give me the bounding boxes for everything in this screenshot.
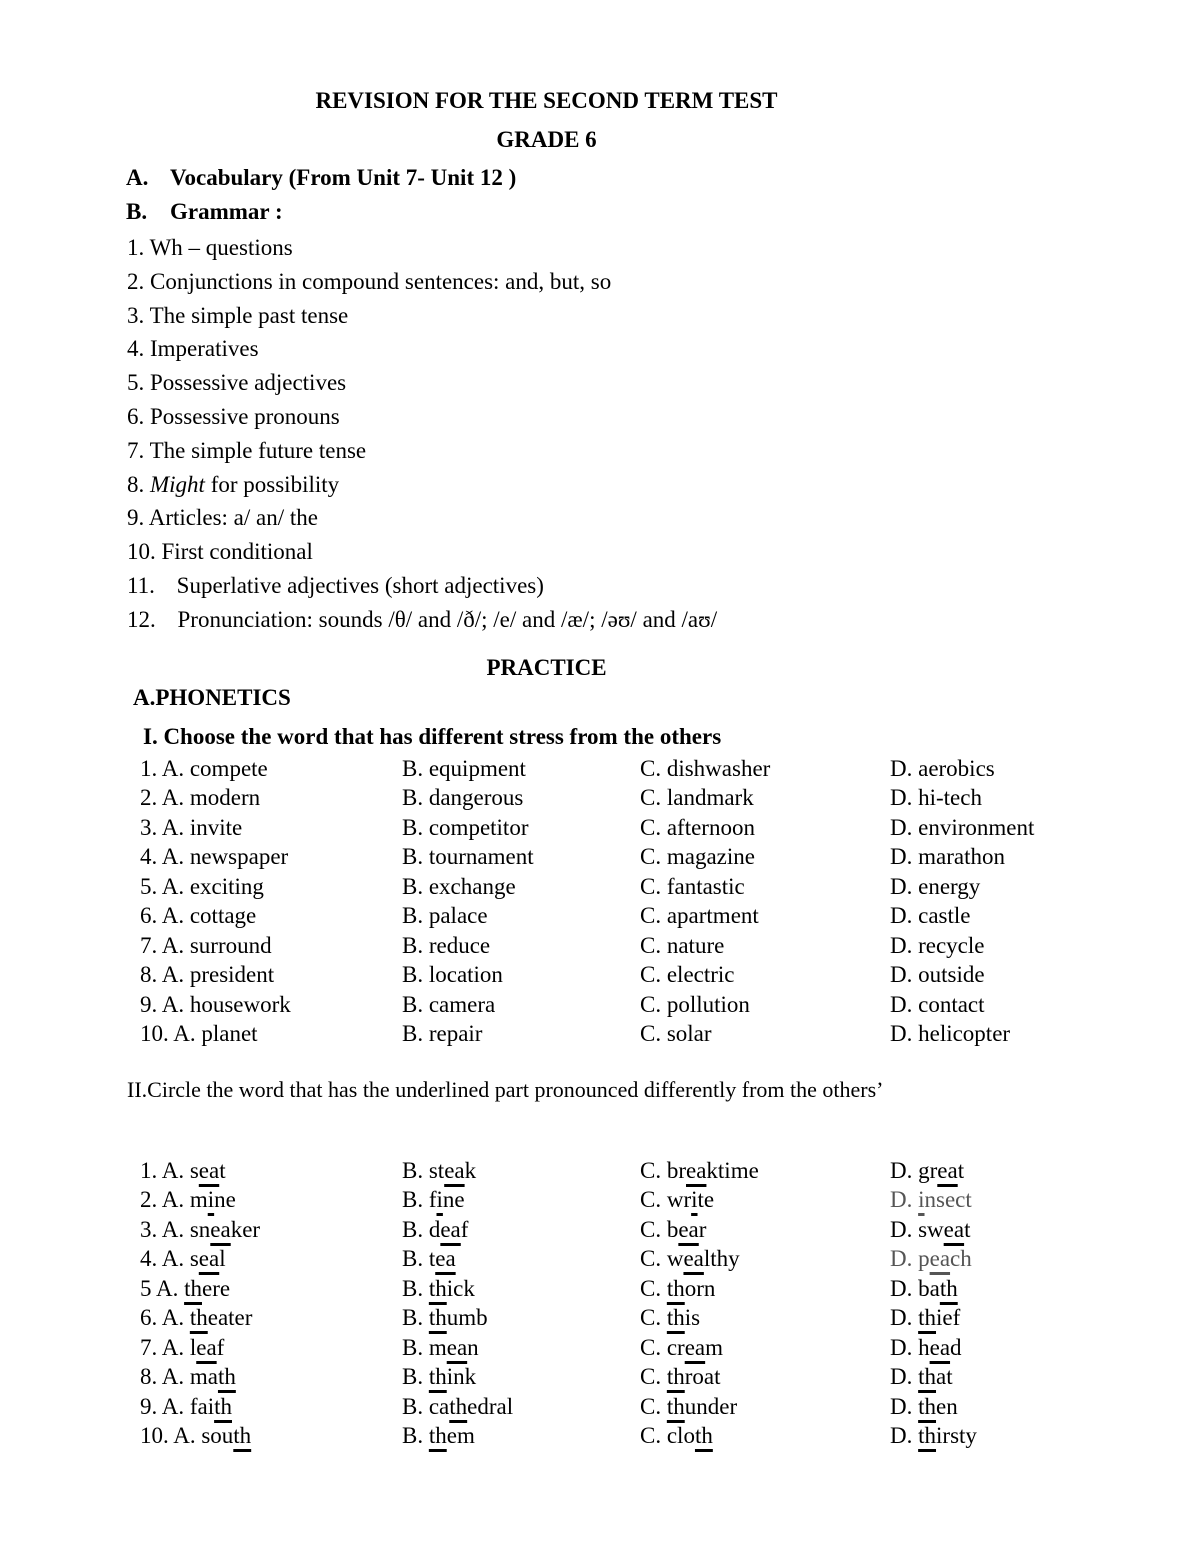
table-row [140, 1156, 1110, 1186]
underlined-part: th [428, 1364, 447, 1390]
answer-option: D. outside [890, 962, 985, 988]
option-text-suffix: ne [214, 1187, 236, 1213]
grammar-item-number: 12. [127, 606, 156, 632]
grammar-item-text: Pronunciation: sounds /θ/ and /ð/; /e/ and /æ/; /əʊ/ and /aʊ/ [177, 606, 718, 632]
option-text-prefix: 10. A. sou [140, 1423, 234, 1449]
grammar-item-number: 4. [127, 336, 145, 362]
answer-option [640, 1363, 890, 1393]
section-a-text: Vocabulary (From Unit 7- Unit 12 ) [170, 165, 517, 190]
option-text-prefix: D. [890, 1393, 919, 1419]
grammar-item-text: Wh – questions [149, 235, 293, 260]
option-text-suffix: under [684, 1393, 738, 1419]
option-text-prefix: D. [890, 1187, 919, 1213]
answer-option [402, 1156, 640, 1186]
option-text-prefix: B. [402, 1275, 429, 1301]
answer-option: B. equipment [402, 755, 526, 781]
option-text-suffix: irsty [936, 1423, 977, 1449]
option-text-prefix: B. d [402, 1216, 441, 1242]
answer-option [140, 1156, 402, 1186]
option-text-prefix: 9. A. fai [140, 1393, 215, 1419]
option-text-suffix: d [950, 1334, 962, 1360]
grammar-list [127, 231, 717, 637]
answer-option [640, 1333, 890, 1363]
option-text-prefix: D. [890, 1364, 919, 1390]
answer-option: C. solar [640, 1021, 712, 1047]
answer-option [640, 1274, 890, 1304]
answer-option [402, 1245, 640, 1275]
grammar-item-text: for possibility [204, 471, 340, 497]
underlined-part: ea [198, 1157, 220, 1183]
table-row [140, 1186, 1110, 1216]
option-text-suffix: roat [684, 1364, 721, 1390]
grammar-item-number: 6. [127, 403, 145, 429]
option-text-suffix: is [684, 1305, 701, 1331]
answer-option: D. contact [890, 991, 985, 1017]
option-text-suffix: en [936, 1393, 958, 1419]
answer-option [402, 1274, 640, 1304]
answer-option: 1. A. compete [140, 755, 268, 781]
option-text-suffix: t [219, 1157, 226, 1183]
grammar-item-number: 5. [127, 370, 145, 396]
grammar-item [127, 569, 717, 603]
option-text-suffix: orn [684, 1275, 716, 1301]
answer-option [402, 1333, 640, 1363]
answer-option: B. reduce [402, 932, 491, 958]
underlined-part: th [428, 1305, 447, 1331]
underlined-part: th [189, 1305, 208, 1331]
section-a-label: A. [126, 165, 149, 190]
option-text-prefix: 7. A. l [140, 1334, 197, 1360]
option-text-suffix: ere [201, 1275, 231, 1301]
answer-option [140, 1215, 402, 1245]
option-text-suffix: f [216, 1334, 225, 1360]
option-text-prefix: C. wr [640, 1187, 692, 1213]
answer-option [640, 1422, 890, 1452]
grammar-item-text: Possessive pronouns [150, 403, 340, 429]
option-text-suffix: t [964, 1216, 971, 1242]
option-text-prefix: B. m [402, 1334, 447, 1360]
answer-option: B. competitor [402, 814, 529, 840]
answer-option [890, 1304, 1110, 1334]
option-text-prefix: B. [402, 1305, 429, 1331]
answer-option: D. environment [890, 814, 1035, 840]
grammar-item-text: Superlative adjectives (short adjectives) [176, 572, 544, 598]
answer-option [402, 1304, 640, 1334]
option-text-prefix: B. [402, 1364, 429, 1390]
option-text-prefix: B. [402, 1423, 429, 1449]
answer-option [140, 1245, 402, 1275]
answer-option [402, 1215, 640, 1245]
option-text-prefix: 3. A. sn [140, 1216, 211, 1242]
table-row [140, 872, 1110, 902]
underlined-part: i [691, 1187, 698, 1213]
table-row [140, 843, 1110, 873]
answer-option [640, 1304, 890, 1334]
option-text-prefix: C. [640, 1275, 667, 1301]
underlined-part: th [184, 1275, 202, 1301]
grammar-item-italic: Might [150, 471, 205, 497]
underlined-part: th [918, 1423, 937, 1449]
answer-option: D. hi-tech [890, 785, 982, 811]
answer-option: C. electric [640, 962, 735, 988]
grammar-item [127, 501, 717, 535]
option-text-suffix: ktime [706, 1157, 759, 1183]
grammar-item [127, 332, 717, 366]
table-row [140, 902, 1110, 932]
option-text-prefix: B. ca [402, 1393, 450, 1419]
answer-option [890, 1363, 1110, 1393]
underlined-part: ea [210, 1216, 231, 1242]
option-text-suffix: m [705, 1334, 724, 1360]
table-row [140, 931, 1110, 961]
answer-option: B. dangerous [402, 785, 524, 811]
answer-option [140, 1392, 402, 1422]
grammar-item-text: Imperatives [150, 336, 259, 362]
answer-option: 2. A. modern [140, 785, 261, 811]
underlined-part: ea [435, 1246, 456, 1272]
grammar-item-number: 8. [127, 471, 145, 497]
answer-option [640, 1392, 890, 1422]
answer-option: 6. A. cottage [140, 903, 257, 929]
answer-option: B. repair [402, 1021, 483, 1047]
underlined-part: th [233, 1423, 252, 1449]
answer-option [890, 1392, 1110, 1422]
grammar-item-number: 2. [127, 268, 145, 294]
underlined-part: th [918, 1393, 937, 1419]
answer-option: D. helicopter [890, 1021, 1011, 1047]
table-row [140, 784, 1110, 814]
answer-option: C. magazine [640, 844, 755, 870]
option-text-suffix: at [936, 1364, 953, 1390]
option-text-suffix: n [467, 1334, 479, 1360]
section-b-text: Grammar : [170, 199, 283, 224]
answer-option [640, 1215, 890, 1245]
grammar-item [127, 231, 717, 265]
option-text-suffix: ick [446, 1275, 475, 1301]
grammar-item-text: First conditional [161, 539, 313, 565]
table-row [140, 1304, 1110, 1334]
grammar-item-text: The simple past tense [149, 302, 349, 328]
underlined-part: ea [198, 1246, 220, 1272]
underlined-part: th [918, 1364, 937, 1390]
answer-option: 7. A. surround [140, 932, 272, 958]
option-text-suffix: t [957, 1157, 965, 1183]
option-text-prefix: D. h [890, 1334, 930, 1360]
underlined-part: th [449, 1393, 468, 1419]
underlined-part: th [217, 1364, 236, 1390]
grammar-item-text: Conjunctions in compound sentences: and, but, so [150, 268, 612, 294]
grammar-item [127, 400, 717, 434]
answer-option [640, 1156, 890, 1186]
option-text-suffix: em [446, 1423, 475, 1449]
option-text-prefix: D. [890, 1423, 919, 1449]
stress-question-table [140, 754, 1110, 1049]
option-text-prefix: B. st [402, 1157, 445, 1183]
answer-option: C. afternoon [640, 814, 755, 840]
option-text-prefix: 8. A. ma [140, 1364, 218, 1390]
answer-option: 9. A. housework [140, 991, 291, 1017]
answer-option: C. nature [640, 932, 725, 958]
answer-option [140, 1274, 402, 1304]
option-text-prefix: 1. A. s [140, 1157, 199, 1183]
grammar-item [127, 468, 717, 502]
answer-option: D. marathon [890, 844, 1005, 870]
answer-option [890, 1156, 1110, 1186]
grammar-item-text: The simple future tense [149, 437, 367, 463]
answer-option: C. pollution [640, 991, 750, 1017]
answer-option: 4. A. newspaper [140, 844, 289, 870]
grade-heading: GRADE 6 [496, 127, 597, 152]
answer-option [640, 1245, 890, 1275]
option-text-prefix: C. br [640, 1157, 686, 1183]
grammar-item [127, 265, 717, 299]
answer-option [140, 1304, 402, 1334]
grammar-item [127, 299, 717, 333]
answer-option: C. fantastic [640, 873, 745, 899]
section-a-heading [126, 165, 516, 191]
answer-option: B. palace [402, 903, 488, 929]
answer-option [640, 1186, 890, 1216]
table-row [140, 1333, 1110, 1363]
table-row [140, 1392, 1110, 1422]
answer-option: C. landmark [640, 785, 754, 811]
answer-option: D. castle [890, 903, 971, 929]
underlined-part: ea [683, 1246, 704, 1272]
phonetics-heading: A.PHONETICS [133, 685, 291, 710]
grammar-item-number: 1. [127, 235, 145, 260]
underlined-part: i [207, 1187, 215, 1213]
answer-option: 8. A. president [140, 962, 275, 988]
underlined-part: ea [929, 1246, 951, 1272]
answer-option: D. aerobics [890, 755, 995, 781]
answer-option: D. recycle [890, 932, 985, 958]
answer-option [890, 1186, 1110, 1216]
underlined-part: i [436, 1187, 443, 1213]
answer-option [402, 1363, 640, 1393]
answer-option: 5. A. exciting [140, 873, 264, 899]
option-text-prefix: C. clo [640, 1423, 695, 1449]
grammar-item [127, 535, 717, 569]
answer-option [402, 1392, 640, 1422]
answer-option: D. energy [890, 873, 981, 899]
option-text-prefix: 4. A. s [140, 1246, 199, 1272]
table-row [140, 813, 1110, 843]
answer-option: 3. A. invite [140, 814, 243, 840]
underlined-part: th [939, 1275, 958, 1301]
answer-option [890, 1215, 1110, 1245]
option-text-suffix: ch [950, 1246, 972, 1272]
table-row [140, 990, 1110, 1020]
section-b-label: B. [126, 199, 148, 224]
underlined-part: i [918, 1187, 925, 1213]
option-text-suffix: ker [230, 1216, 261, 1242]
underlined-part: th [694, 1423, 713, 1449]
underlined-part: ea [196, 1334, 217, 1360]
option-text-suffix: umb [446, 1305, 488, 1331]
option-text-suffix: r [698, 1216, 707, 1242]
answer-option: B. exchange [402, 873, 516, 899]
grammar-item-text: Articles: a/ an/ the [148, 505, 318, 531]
grammar-item-number: 9. [127, 505, 145, 531]
option-text-suffix: l [219, 1246, 226, 1272]
answer-option: B. tournament [402, 844, 534, 870]
option-text-suffix: te [697, 1187, 715, 1213]
option-text-prefix: C. [640, 1305, 667, 1331]
option-text-suffix: eater [207, 1305, 253, 1331]
table-row [140, 1020, 1110, 1050]
option-text-prefix: D. ba [890, 1275, 940, 1301]
option-text-prefix: C. [640, 1393, 667, 1419]
option-text-suffix: lthy [703, 1246, 740, 1272]
option-text-prefix: C. [640, 1364, 667, 1390]
answer-option: C. apartment [640, 903, 759, 929]
section-b-heading [126, 199, 283, 225]
answer-option: C. dishwasher [640, 755, 771, 781]
grammar-item [127, 366, 717, 400]
option-text-prefix: 6. A. [140, 1305, 190, 1331]
grammar-item-number: 3. [127, 302, 145, 328]
option-text-suffix: ne [442, 1187, 465, 1213]
underlined-part: ea [678, 1216, 699, 1242]
option-text-prefix: D. p [890, 1246, 930, 1272]
grammar-item-text: Possessive adjectives [150, 370, 347, 396]
answer-option: 10. A. planet [140, 1021, 258, 1047]
option-text-prefix: D. sw [890, 1216, 944, 1242]
document-title: REVISION FOR THE SECOND TERM TEST [315, 88, 778, 113]
underlined-part: ea [929, 1334, 951, 1360]
option-text-prefix: B. t [402, 1246, 436, 1272]
answer-option [402, 1422, 640, 1452]
option-text-prefix: B. f [402, 1187, 437, 1213]
option-text-prefix: 2. A. m [140, 1187, 208, 1213]
grammar-item-number: 7. [127, 437, 145, 463]
underlined-part: ea [684, 1334, 706, 1360]
underlined-part: ea [686, 1157, 707, 1183]
answer-option [140, 1333, 402, 1363]
table-row [140, 961, 1110, 991]
option-text-prefix: C. cr [640, 1334, 685, 1360]
task1-instruction: I. Choose the word that has different stress from the others [143, 724, 722, 749]
answer-option [890, 1274, 1110, 1304]
underlined-part: th [666, 1393, 685, 1419]
grammar-item-number: 10. [127, 539, 156, 565]
underlined-part: th [918, 1305, 937, 1331]
table-row [140, 1363, 1110, 1393]
table-row [140, 754, 1110, 784]
option-text-prefix: 5 A. [140, 1275, 185, 1301]
underlined-part: th [666, 1364, 685, 1390]
answer-option [890, 1333, 1110, 1363]
option-text-suffix: ink [446, 1364, 477, 1390]
grammar-item-number: 11. [127, 572, 155, 598]
option-text-suffix: f [460, 1216, 469, 1242]
option-text-suffix: ief [936, 1305, 961, 1331]
answer-option: B. location [402, 962, 503, 988]
option-text-prefix: D. gr [890, 1157, 938, 1183]
underlined-part: th [666, 1275, 685, 1301]
option-text-suffix: k [464, 1157, 477, 1183]
table-row [140, 1422, 1110, 1452]
underlined-part: th [666, 1305, 685, 1331]
grammar-item [127, 434, 717, 468]
underlined-part: th [428, 1423, 447, 1449]
underlined-part: th [214, 1393, 232, 1419]
answer-option [140, 1363, 402, 1393]
answer-option: B. camera [402, 991, 496, 1017]
underlined-part: ea [440, 1216, 461, 1242]
answer-option [890, 1245, 1110, 1275]
option-text-prefix: C. w [640, 1246, 684, 1272]
underlined-part: ea [446, 1334, 468, 1360]
option-text-prefix: C. b [640, 1216, 679, 1242]
answer-option [140, 1186, 402, 1216]
table-row [140, 1245, 1110, 1275]
underlined-part: ea [937, 1157, 958, 1183]
answer-option [890, 1422, 1110, 1452]
underlined-part: ea [943, 1216, 965, 1242]
table-row [140, 1215, 1110, 1245]
answer-option [402, 1186, 640, 1216]
option-text-suffix: nsect [924, 1187, 972, 1213]
pronunciation-question-table [140, 1156, 1110, 1451]
option-text-suffix: edral [467, 1393, 514, 1419]
underlined-part: ea [444, 1157, 465, 1183]
grammar-item [127, 603, 717, 637]
underlined-part: th [428, 1275, 447, 1301]
answer-option [140, 1422, 402, 1452]
table-row [140, 1274, 1110, 1304]
task2-instruction: II.Circle the word that has the underlined part pronounced differently from the others’ [127, 1077, 884, 1102]
option-text-prefix: D. [890, 1305, 919, 1331]
practice-heading: PRACTICE [486, 655, 607, 680]
